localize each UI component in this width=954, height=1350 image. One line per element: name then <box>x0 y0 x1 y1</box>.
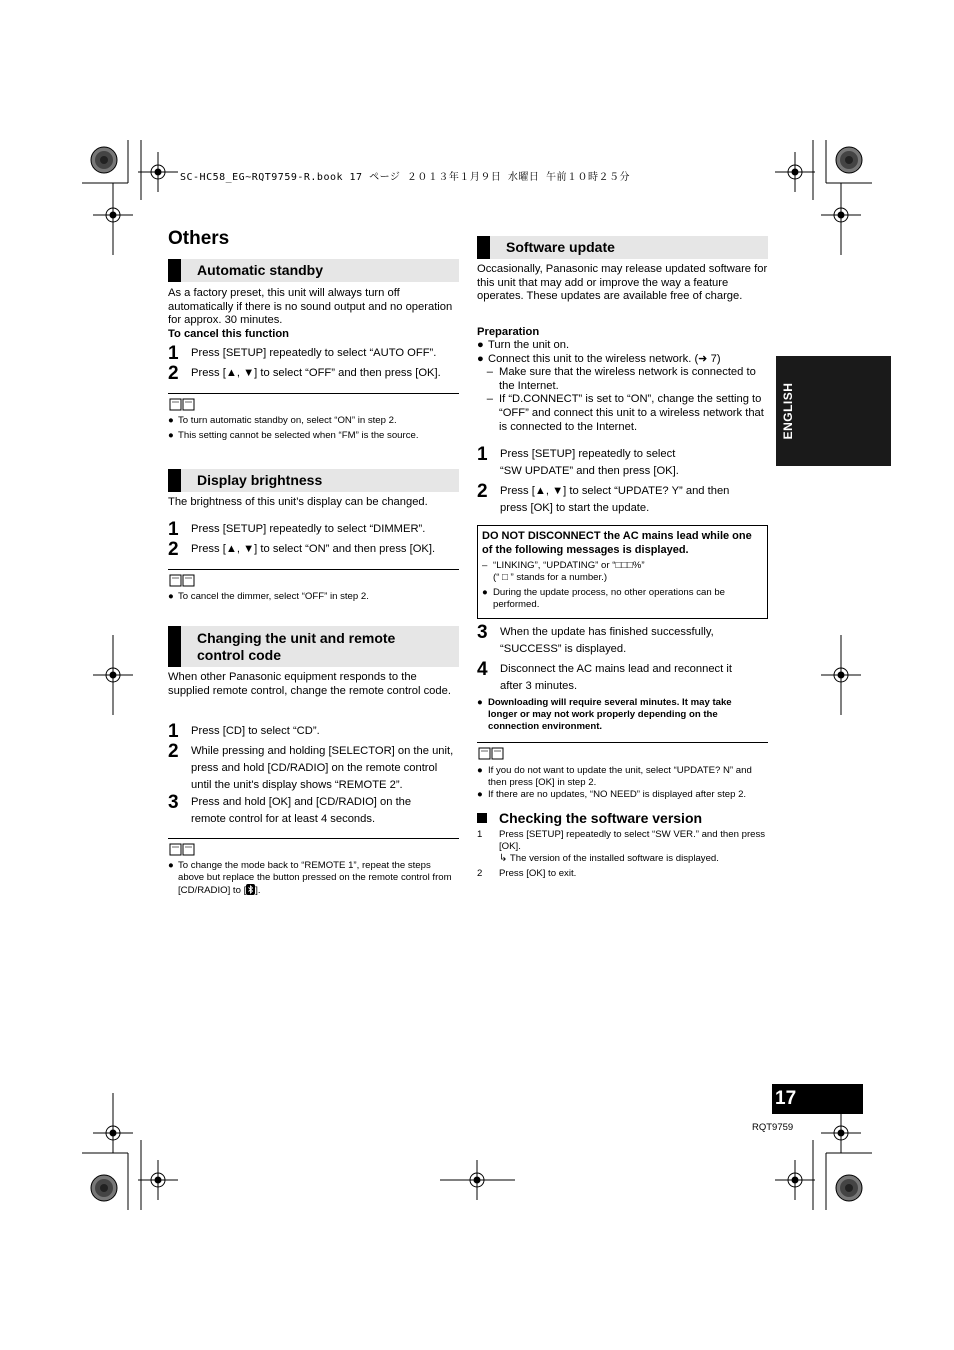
language-tab: ENGLISH <box>776 356 891 466</box>
auto-standby-intro: As a factory preset, this unit will always turn off automatically if there is no sound output and no operation for approx. 30 minutes. <box>168 287 453 327</box>
step: 1 Press [SETUP] repeatedly to select “AUTO OFF”. <box>168 343 437 364</box>
divider <box>168 393 459 394</box>
step: 2 While pressing and holding [SELECTOR] on the unit, press and hold [CD/RADIO] on the remote control until the unit's display shows “REMOTE 2”. <box>168 741 454 791</box>
step: 3 Press and hold [OK] and [CD/RADIO] on the remote control for at least 4 seconds. <box>168 792 412 825</box>
notes-remote-code <box>168 860 459 897</box>
divider <box>168 838 459 839</box>
notes-auto-standby <box>168 415 459 442</box>
step: 2 Press [▲, ▼] to select “OFF” and then press [OK]. <box>168 363 441 384</box>
list-item: ● This setting cannot be selected when “FM” is the source. <box>168 430 419 441</box>
note-book-icon <box>478 747 504 760</box>
section-heading-software-update: Software update <box>477 236 768 259</box>
note-book-icon <box>169 398 195 411</box>
list-item: ● To turn automatic standby on, select “ON” in step 2. <box>168 415 397 426</box>
step: 2 Press [▲, ▼] to select “UPDATE? Y” and then press [OK] to start the update. <box>477 481 730 514</box>
cancel-function-label: To cancel this function <box>168 328 289 340</box>
step: 4 Disconnect the AC mains lead and reconnect it after 3 minutes. <box>477 659 732 692</box>
divider <box>168 569 459 570</box>
software-update-intro: Occasionally, Panasonic may release updated software for this unit that may add or improve the way a feature operates. These updates are available free of charge. <box>477 263 768 303</box>
list-item: ● Turn the unit on. <box>477 339 570 351</box>
step: 3 When the update has finished successfully, “SUCCESS” is displayed. <box>477 622 714 655</box>
section-heading-auto-standby: Automatic standby <box>168 259 459 282</box>
notes-software-update <box>477 765 770 801</box>
list-item: 1 Press [SETUP] repeatedly to select “SW VER.” and then press [OK]. ↳ The version of the installed software is displayed. <box>477 829 766 864</box>
bluetooth-icon <box>246 884 255 895</box>
list-item: 2 Press [OK] to exit. <box>477 868 577 879</box>
step: 1 Press [CD] to select “CD”. <box>168 721 320 742</box>
remote-code-intro: When other Panasonic equipment responds to the supplied remote control, change the remote control code. <box>168 671 451 697</box>
display-brightness-intro: The brightness of this unit’s display can be changed. <box>168 496 428 508</box>
preparation-list <box>477 339 768 434</box>
note-book-icon <box>169 574 195 587</box>
step: 1 Press [SETUP] repeatedly to select “DIMMER”. <box>168 519 426 540</box>
list-item: – If “D.CONNECT” is set to “ON”, change the setting to “OFF” and connect this unit to a wireless network that is connected to the Internet. <box>486 393 764 433</box>
model-code: RQT9759 <box>752 1122 794 1133</box>
page-title: Others <box>168 228 230 249</box>
list-item: ● To cancel the dimmer, select “OFF” in step 2. <box>168 591 369 602</box>
print-header: SC-HC58_EG~RQT9759-R.book 17 ページ ２０１３年１月９日 水曜日 午前１０時２５分 <box>180 172 630 183</box>
list-item: – “LINKING”, “UPDATING” or “□□□%” (“ □ ” stands for a number.) <box>482 560 645 583</box>
list-item: ● If you do not want to update the unit, select “UPDATE? N” and then press [OK] in step 2. <box>477 765 752 788</box>
step: 2 Press [▲, ▼] to select “ON” and then press [OK]. <box>168 539 436 560</box>
warning-title: DO NOT DISCONNECT the AC mains lead while one of the following messages is displayed. <box>482 530 752 556</box>
download-time-note: ● Downloading will require several minutes. It may take longer or may not work properly depending on the connection environment. <box>477 697 732 732</box>
section-heading-remote-code: Changing the unit and remote control code <box>168 626 459 667</box>
list-item: – Make sure that the wireless network is connected to the Internet. <box>486 366 756 392</box>
warning-box <box>477 525 768 619</box>
preparation-label: Preparation <box>477 326 540 338</box>
square-bullet-icon <box>477 813 487 823</box>
notes-display-brightness <box>168 591 459 603</box>
note-book-icon <box>169 843 195 856</box>
list-item: ● To change the mode back to “REMOTE 1”, repeat the steps above but replace the button pressed on the remote control from [CD/RADIO] to [ ]. <box>168 860 452 896</box>
list-item: ● Connect this unit to the wireless network. (➜ 7) <box>477 352 721 365</box>
section-heading-display-brightness: Display brightness <box>168 469 459 492</box>
list-item: ● During the update process, no other operations can be performed. <box>482 587 726 610</box>
check-version-steps <box>477 829 768 880</box>
section-heading-check-version: Checking the software version <box>477 810 702 826</box>
page-number: 17 <box>772 1084 863 1114</box>
divider <box>477 742 768 743</box>
list-item: ● If there are no updates, “NO NEED” is displayed after step 2. <box>477 789 747 800</box>
step: 1 Press [SETUP] repeatedly to select “SW UPDATE” and then press [OK]. <box>477 444 679 477</box>
